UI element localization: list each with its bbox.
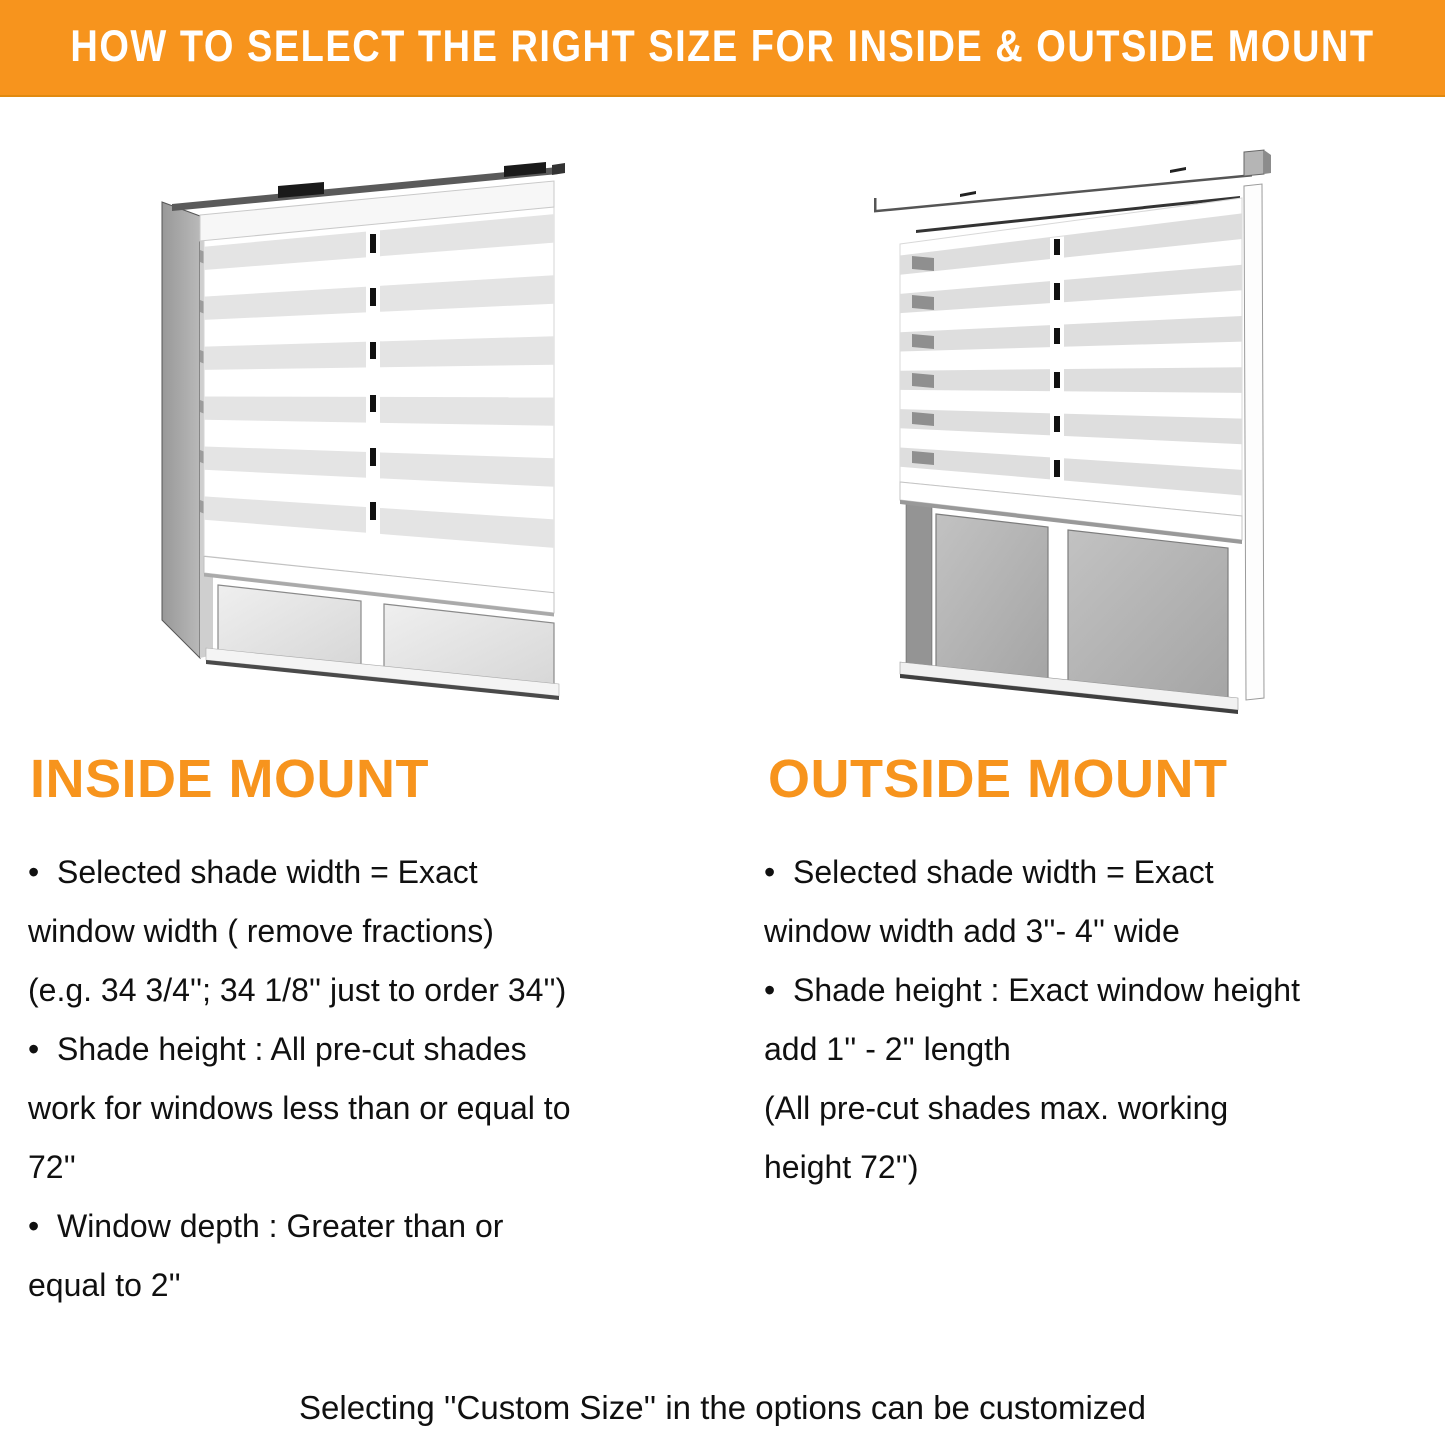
zebra-shade: [900, 198, 1242, 544]
bullet-line: (e.g. 34 3/4''; 34 1/8'' just to order 34''): [28, 972, 567, 1008]
screw-mark-icon: [1170, 167, 1186, 173]
zebra-shade: [200, 181, 554, 617]
bullet-line: • Selected shade width = Exact: [28, 854, 478, 890]
outside-mount-illustration: [872, 148, 1274, 718]
bullet-line: • Shade height : Exact window height: [764, 972, 1300, 1008]
outside-mount-heading: OUTSIDE MOUNT: [768, 749, 1228, 809]
inside-mount-illustration: [156, 158, 566, 703]
bullet-line: add 1'' - 2'' length: [764, 1031, 1011, 1067]
side-rail: [1244, 184, 1264, 700]
bullet-line: work for windows less than or equal to: [28, 1090, 571, 1126]
bullet-line: • Window depth : Greater than or: [28, 1208, 504, 1244]
inside-mount-heading: INSIDE MOUNT: [30, 749, 430, 809]
inside-mount-bullets: [28, 843, 733, 1315]
bullet-line: window width ( remove fractions): [28, 913, 494, 949]
header-banner: [0, 0, 1445, 97]
bullet-line: (All pre-cut shades max. working: [764, 1090, 1229, 1126]
custom-size-note: Selecting ''Custom Size'' in the options can be customized: [299, 1389, 1146, 1426]
page-title: HOW TO SELECT THE RIGHT SIZE FOR INSIDE & OUTSIDE MOUNT: [70, 22, 1375, 72]
bullet-line: • Selected shade width = Exact: [764, 854, 1214, 890]
end-bracket-icon: [1244, 150, 1271, 176]
center-panel-gap: [366, 223, 380, 545]
center-panel-gap: [1050, 237, 1064, 482]
bullet-line: window width add 3''- 4'' wide: [764, 913, 1180, 949]
outside-mount-bullets: [764, 843, 1444, 1197]
bullet-line: height 72''): [764, 1149, 919, 1185]
bullet-line: • Shade height : All pre-cut shades: [28, 1031, 527, 1067]
screw-mark-icon: [960, 191, 976, 197]
bullet-line: equal to 2'': [28, 1267, 181, 1303]
bullet-line: 72'': [28, 1149, 76, 1185]
